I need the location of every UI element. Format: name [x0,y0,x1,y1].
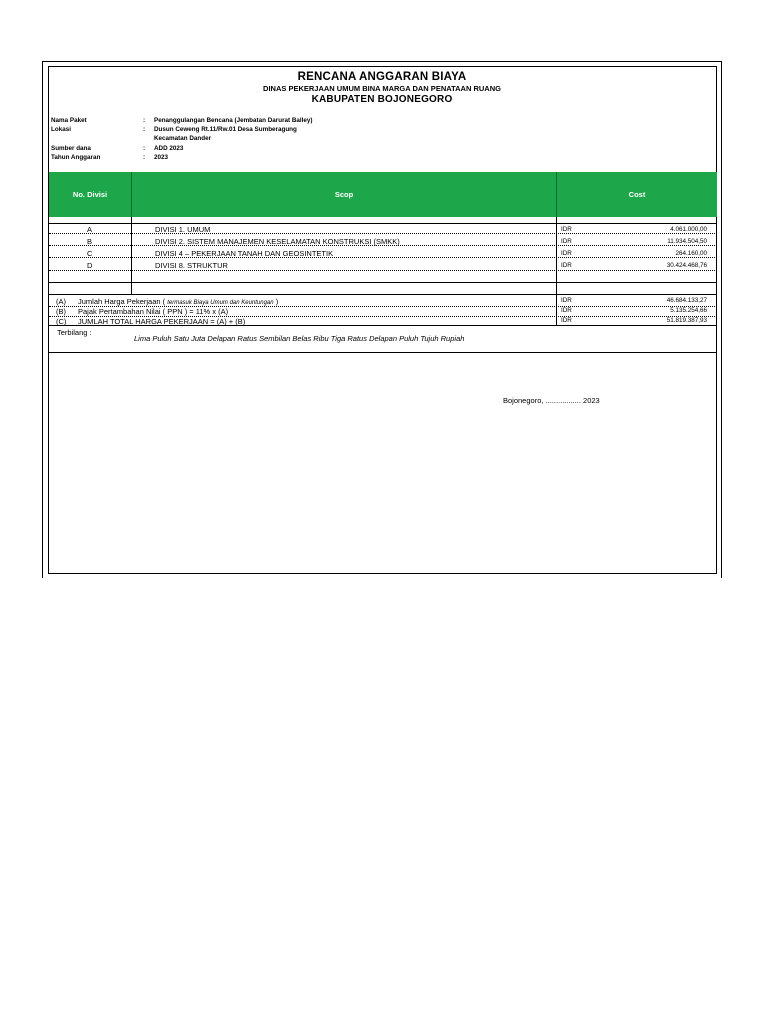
row-amount: 30.424.468,76 [666,262,707,269]
row-scope: DIVISI 8. STRUKTUR [155,261,228,270]
row-scope: DIVISI 4 – PEKERJAAN TANAH DAN GEOSINTETIK [155,249,334,258]
table-header [49,172,717,217]
total-amount: 5.135.254,66 [670,307,707,314]
row-currency: IDR [561,238,572,245]
place-date: Bojonegoro, ................. 2023 [503,396,600,405]
total-amount: 51.819.387,93 [666,317,707,324]
terbilang-label: Terbilang : [57,328,92,337]
row-amount: 4.061.000,00 [670,226,707,233]
total-label [78,297,278,306]
total-code: (B) [56,307,66,316]
total-currency: IDR [561,307,572,314]
info-value-lokasi-kecamatan: Kecamatan Dander [154,135,212,142]
table-rule [49,257,717,258]
total-amount: 46.684.133,27 [666,297,707,304]
document-region: KABUPATEN BOJONEGORO [311,94,453,105]
info-value-lokasi: Dusun Ceweng Rt.11/Rw.01 Desa Sumberagung [154,126,297,133]
info-colon: : [143,154,146,161]
row-no: C [87,249,93,258]
row-scope: DIVISI 1. UMUM [155,225,211,234]
info-value-sumber-dana: ADD 2023 [154,145,184,152]
table-rule [49,294,717,295]
total-label: Pajak Pertambahan Nilai ( PPN ) = 11% x (A) [78,307,229,316]
table-rule [49,352,717,353]
info-label-sumber-dana: Sumber dana [51,145,91,152]
info-value-tahun-anggaran: 2023 [154,154,169,161]
total-label: JUMLAH TOTAL HARGA PEKERJAAN = (A) + (B) [78,317,246,326]
row-no: B [87,237,93,246]
table-rule [49,270,717,271]
row-no: D [87,261,93,270]
column-divider [556,217,557,325]
row-amount: 11.934.504,50 [667,238,707,245]
total-currency: IDR [561,317,572,324]
info-label-lokasi: Lokasi [51,126,71,133]
row-amount: 264.160,00 [675,250,707,257]
total-label-text: Jumlah Harga Pekerjaan ( [78,297,168,306]
total-code: (C) [56,317,67,326]
document-subtitle: DINAS PEKERJAAN UMUM BINA MARGA DAN PENATAAN RUANG [263,84,501,93]
total-label-note: termasuk Biaya Umum dan Keuntungan [167,300,274,306]
info-colon: : [143,145,146,152]
table-rule [49,223,717,224]
total-currency: IDR [561,297,572,304]
info-label-nama-paket: Nama Paket [51,117,87,124]
row-currency: IDR [561,262,572,269]
total-label-tail: ) [273,297,279,306]
terbilang-text: Lima Puluh Satu Juta Delapan Ratus Sembilan Belas Ribu Tiga Ratus Delapan Puluh Tujuh Rupiah [134,334,465,343]
row-currency: IDR [561,250,572,257]
total-code: (A) [56,297,66,306]
header-scope: Scop [334,190,354,199]
header-no-divisi: No. Divisi [72,190,108,199]
column-divider [131,217,132,294]
info-label-tahun-anggaran: Tahun Anggaran [51,154,101,161]
info-colon: : [143,117,146,124]
table-rule [49,282,717,283]
table-rule [49,233,717,234]
header-cost: Cost [628,190,646,199]
document-title: RENCANA ANGGARAN BIAYA [297,71,467,83]
row-currency: IDR [561,226,572,233]
row-scope: DIVISI 2. SISTEM MANAJEMEN KESELAMATAN KONSTRUKSI (SMKK) [155,237,400,246]
info-value-nama-paket: Penanggulangan Bencana (Jembatan Darurat Balley) [154,117,313,124]
row-no: A [87,225,93,234]
info-colon: : [143,126,146,133]
